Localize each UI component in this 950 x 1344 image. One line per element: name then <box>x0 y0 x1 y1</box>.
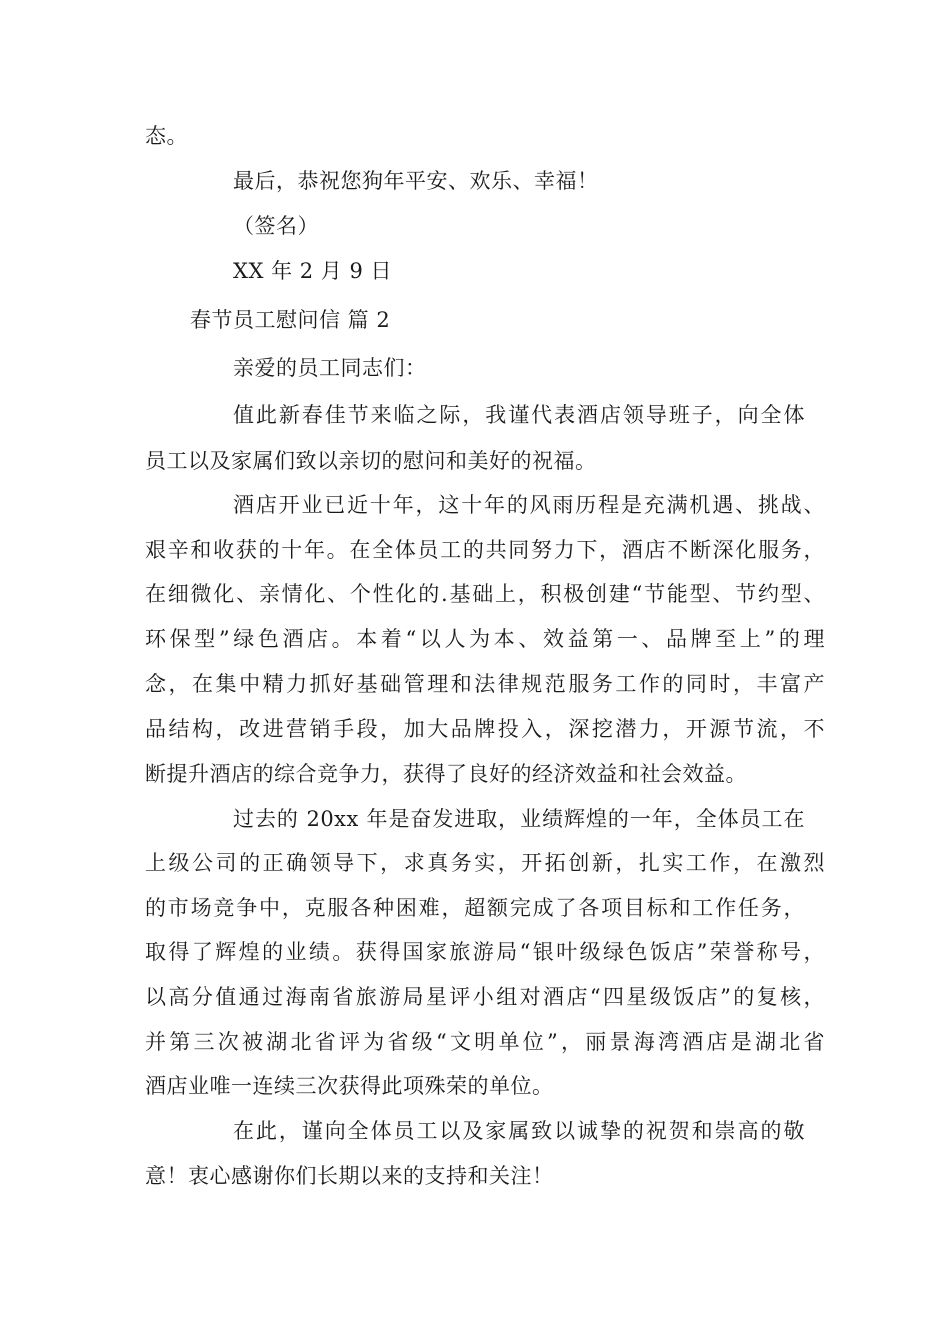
paragraph-line: 取得了辉煌的业绩。获得国家旅游局“银叶级绿色饭店”荣誉称号， <box>145 940 825 964</box>
closing-wish: 最后，恭祝您狗年平安、欢乐、幸福！ <box>233 169 599 193</box>
paragraph-line: 艰辛和收获的十年。在全体员工的共同努力下，酒店不断深化服务， <box>145 538 825 562</box>
paragraph-line: 以高分值通过海南省旅游局星评小组对酒店“四星级饭店”的复核， <box>145 985 825 1009</box>
paragraph-line: 上级公司的正确领导下，求真务实，开拓创新，扎实工作，在激烈 <box>145 851 825 875</box>
paragraph-line: 过去的 20xx 年是奋发进取，业绩辉煌的一年，全体员工在 <box>233 807 805 831</box>
letter-date: XX 年 2 月 9 日 <box>233 259 392 283</box>
text-line: 态。 <box>145 124 188 148</box>
section-title: 春节员工慰问信 篇 2 <box>190 308 391 332</box>
paragraph-line: 品结构，改进营销手段，加大品牌投入，深挖潜力，开源节流，不 <box>145 717 825 741</box>
paragraph-line: 酒店业唯一连续三次获得此项殊荣的单位。 <box>145 1074 554 1098</box>
paragraph-line: 念，在集中精力抓好基础管理和法律规范服务工作的同时，丰富产 <box>145 672 825 696</box>
paragraph-line: 环保型”绿色酒店。本着“以人为本、效益第一、品牌至上”的理 <box>145 627 825 651</box>
paragraph-line: 在细微化、亲情化、个性化的.基础上，积极创建“节能型、节约型、 <box>145 582 825 606</box>
signature-label: （签名） <box>233 214 319 238</box>
paragraph-line: 并第三次被湖北省评为省级“文明单位”，丽景海湾酒店是湖北省 <box>145 1030 825 1054</box>
paragraph-line: 酒店开业已近十年，这十年的风雨历程是充满机遇、挑战、 <box>233 493 825 517</box>
salutation: 亲爱的员工同志们： <box>233 356 427 380</box>
paragraph-line: 意！衷心感谢你们长期以来的支持和关注！ <box>145 1164 554 1188</box>
paragraph-line: 在此，谨向全体员工以及家属致以诚挚的祝贺和崇高的敬 <box>233 1119 805 1143</box>
paragraph-line: 的市场竞争中，克服各种困难，超额完成了各项目标和工作任务， <box>145 896 805 920</box>
paragraph-line: 值此新春佳节来临之际，我谨代表酒店领导班子，向全体 <box>233 403 805 427</box>
paragraph-line: 员工以及家属们致以亲切的慰问和美好的祝福。 <box>145 449 597 473</box>
paragraph-line: 断提升酒店的综合竞争力，获得了良好的经济效益和社会效益。 <box>145 762 747 786</box>
